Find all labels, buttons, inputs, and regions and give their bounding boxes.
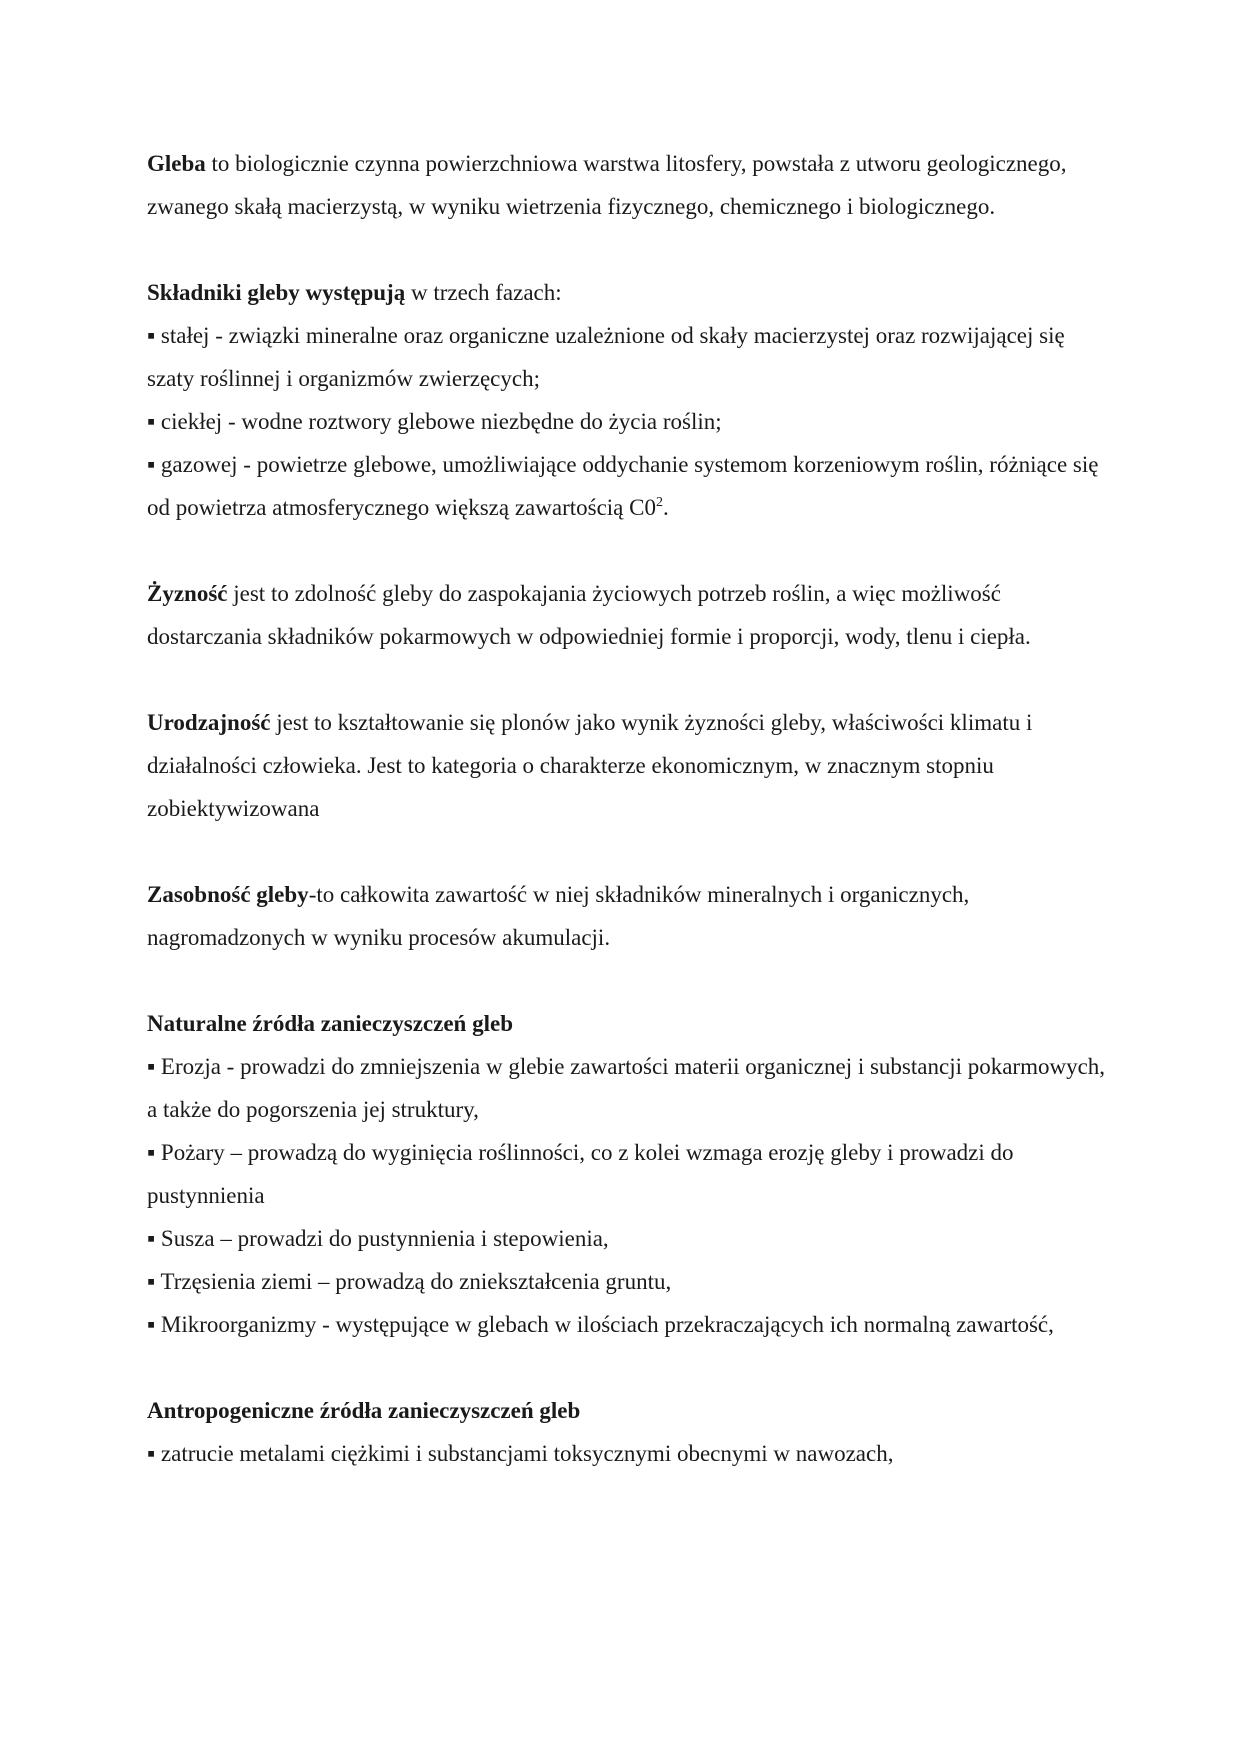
list-item: ▪ stałej - związki mineralne oraz organiczne uzależnione od skały macierzystej oraz rozwijającej się szaty roślinnej i organizmów zwierzęcych; — [147, 323, 1065, 391]
gleba-definition — [147, 142, 1107, 228]
spacer — [147, 658, 1107, 701]
zyznosc-definition — [147, 572, 1107, 658]
spacer — [147, 830, 1107, 873]
list-item: ▪ Trzęsienia ziemi – prowadzą do zniekształcenia gruntu, — [147, 1269, 672, 1294]
spacer — [147, 1346, 1107, 1389]
skladniki-term: Składniki gleby występują — [147, 280, 406, 305]
superscript: 2 — [655, 495, 663, 510]
antropogeniczne-heading-text: Antropogeniczne źródła zanieczyszczeń gleb — [147, 1398, 581, 1423]
list-item: ▪ zatrucie metalami ciężkimi i substancjami toksycznymi obecnymi w nawozach, — [147, 1441, 894, 1466]
spacer — [147, 959, 1107, 1002]
list-item: ▪ Pożary – prowadzą do wyginięcia roślinności, co z kolei wzmaga erozję gleby i prowadzi do pustynnienia — [147, 1140, 1014, 1208]
zasobnosc-definition — [147, 873, 1107, 959]
list-item: ▪ Erozja - prowadzi do zmniejszenia w glebie zawartości materii organicznej i substancji pokarmowych, a także do pogorszenia jej struktury, — [147, 1054, 1106, 1122]
skladniki-intro — [147, 271, 1107, 314]
zasobnosc-text: -to całkowita zawartość w niej składników mineralnych i organicznych, nagromadzonych w wyniku procesów akumulacji. — [147, 882, 970, 950]
list-item-end: . — [662, 495, 669, 520]
gleba-text: to biologicznie czynna powierzchniowa warstwa litosfery, powstała z utworu geologicznego, zwanego skałą macierzystą, w wyniku wietrzenia fizycznego, chemicznego i biologicznego. — [147, 151, 1067, 219]
urodzajnosc-text: jest to kształtowanie się plonów jako wynik żyzności gleby, właściwości klimatu i działalności człowieka. Jest to kategoria o charakterze ekonomicznym, w znacznym stopniu zobiektywizowana — [147, 710, 1033, 821]
urodzajnosc-definition — [147, 701, 1107, 830]
spacer — [147, 228, 1107, 271]
document-page — [147, 142, 1107, 1475]
gleba-term: Gleba — [147, 151, 206, 176]
list-item: ▪ Mikroorganizmy - występujące w glebach w ilościach przekraczających ich normalną zawartość, — [147, 1312, 1054, 1337]
list-item: ▪ Susza – prowadzi do pustynnienia i stepowienia, — [147, 1226, 609, 1251]
spacer — [147, 529, 1107, 572]
zyznosc-text: jest to zdolność gleby do zaspokajania życiowych potrzeb roślin, a więc możliwość dostarczania składników pokarmowych w odpowiedniej formie i proporcji, wody, tlenu i ciepła. — [147, 581, 1031, 649]
list-item-text: ▪ gazowej - powietrze glebowe, umożliwiające oddychanie systemom korzeniowym roślin, różniące się od powietrza atmosferycznego większą zawartością C0 — [147, 452, 1099, 520]
zyznosc-term: Żyzność — [147, 581, 228, 606]
antropogeniczne-heading — [147, 1389, 1107, 1432]
naturalne-heading-text: Naturalne źródła zanieczyszczeń gleb — [147, 1011, 513, 1036]
zasobnosc-term: Zasobność gleby — [147, 882, 309, 907]
naturalne-heading — [147, 1002, 1107, 1045]
list-item — [147, 443, 1107, 529]
urodzajnosc-term: Urodzajność — [147, 710, 271, 735]
skladniki-text: w trzech fazach: — [405, 280, 562, 305]
list-item: ▪ ciekłej - wodne roztwory glebowe niezbędne do życia roślin; — [147, 409, 722, 434]
